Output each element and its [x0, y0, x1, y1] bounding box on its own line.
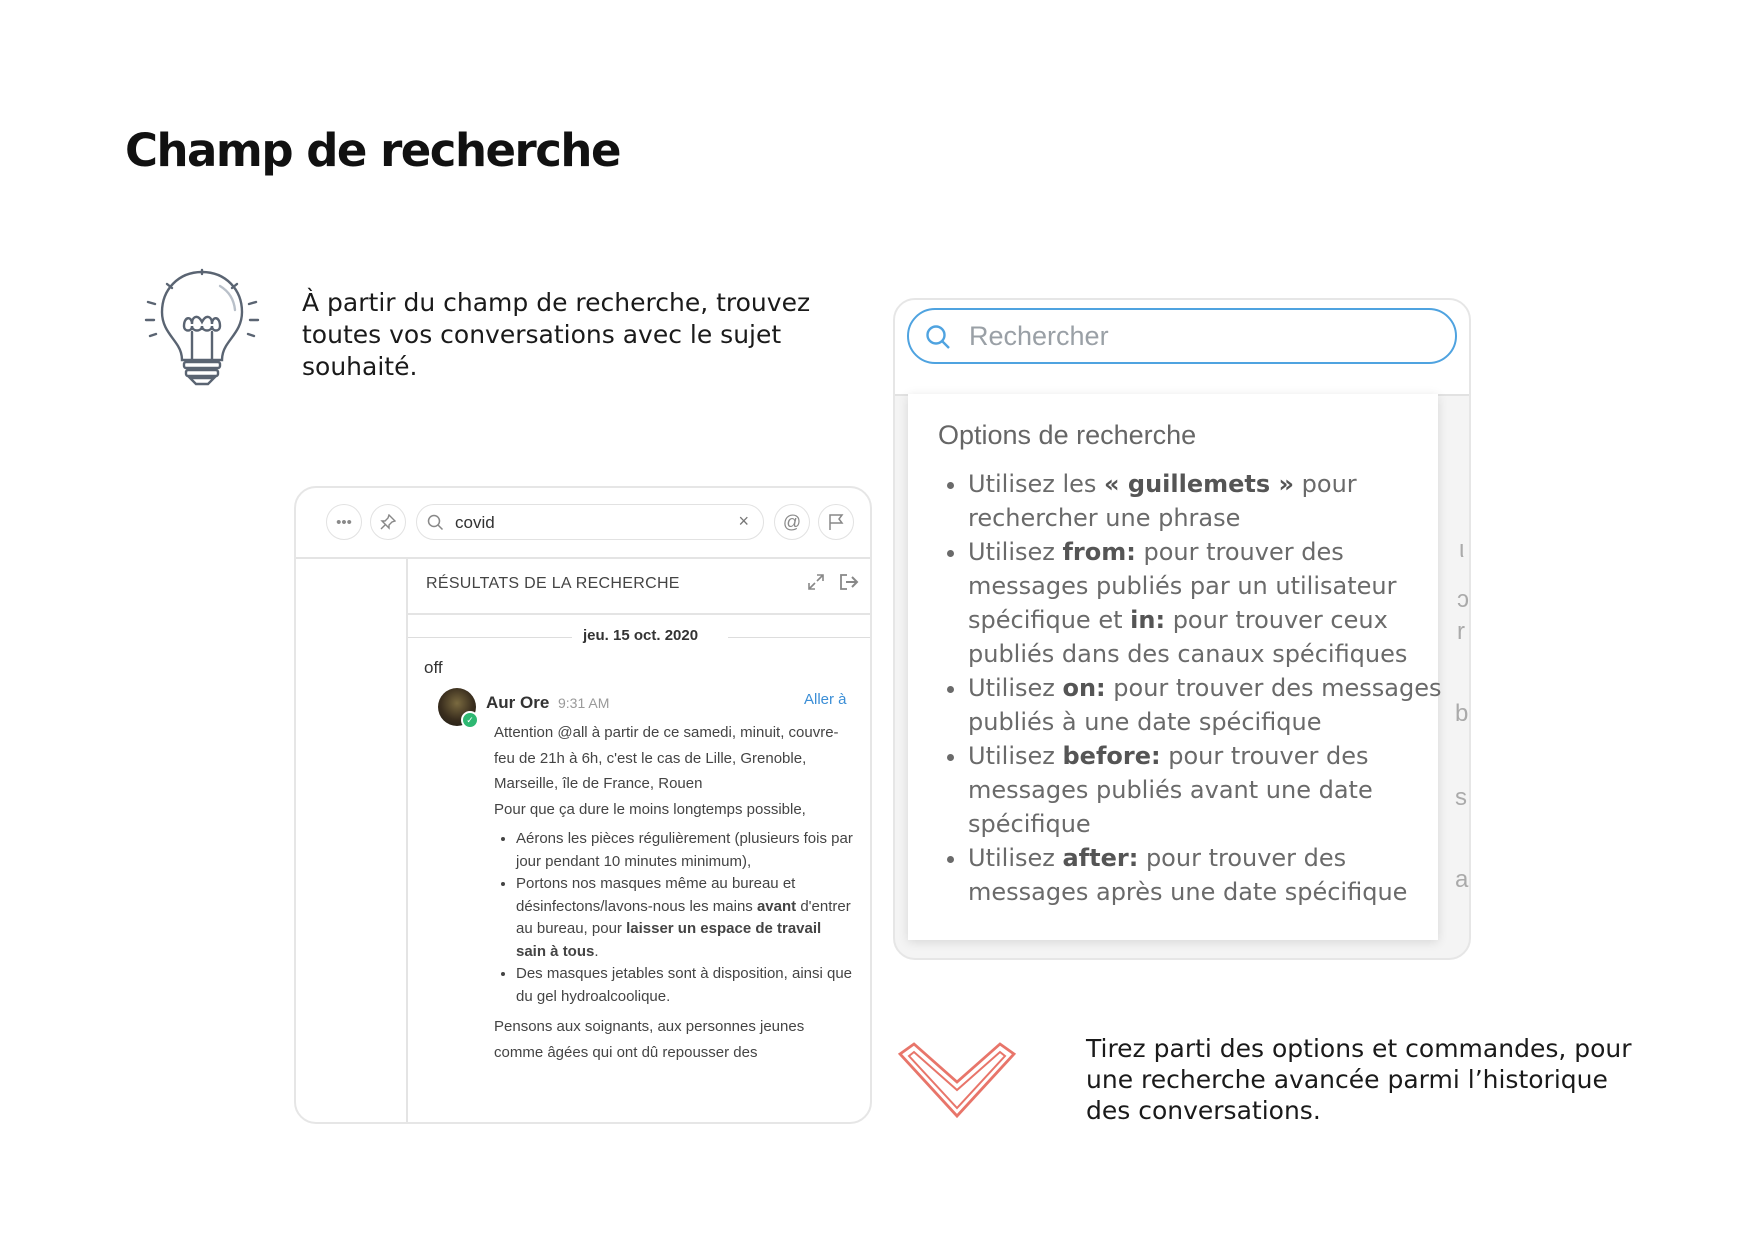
- search-options-panel: Rechercher ι ɔ r b s a Options de recherche • Utilisez les « guillemets » pour rechercher une phrase • Utilisez from: pour trouver des messages publiés par un utilisateur spécifique et in: pour trouver ceux publiés dans des canaux spécifiques • Utilisez on: pour trouver des messages publiés à une date spécifique • Utilisez before: pour trouver des messages publiés avant une date spécifique • Utilisez after: pour trouver des messages après une date spécifique: [893, 298, 1471, 960]
- lightbulb-icon: [144, 268, 260, 386]
- close-panel-icon[interactable]: [838, 572, 860, 592]
- channel-name[interactable]: off: [424, 658, 443, 677]
- search-bar-area: [895, 300, 1469, 396]
- mentions-button[interactable]: [774, 504, 810, 540]
- chat-search-panel: [294, 486, 872, 1124]
- search-icon: [427, 514, 444, 531]
- message-paragraph: Pour que ça dure le moins longtemps possible,: [494, 800, 806, 818]
- message-list: [494, 828, 854, 1008]
- message-paragraph: Attention @all à partir de ce samedi, minuit, couvre-feu de 21h à 6h, c'est le cas de Lille, Grenoble, Marseille, île de France, Rouen: [494, 724, 839, 792]
- chat-toolbar: [296, 488, 870, 559]
- chat-search-input[interactable]: [416, 504, 764, 540]
- results-label: RÉSULTATS DE LA RECHERCHE: [426, 575, 680, 592]
- page-title: Champ de recherche: [125, 124, 620, 177]
- clear-search-icon[interactable]: ×: [738, 511, 749, 531]
- message-time: 9:31 AM: [558, 695, 610, 711]
- flag-button[interactable]: [818, 504, 854, 540]
- date-divider-text: jeu. 15 oct. 2020: [583, 627, 699, 644]
- search-value: covid: [455, 513, 495, 532]
- avatar[interactable]: [438, 688, 476, 726]
- option-item: • Utilisez from: pour trouver des messages publiés par un utilisateur spécifique et in: pour trouver ceux publiés dans des canaux spécifiques: [968, 535, 1468, 671]
- option-item: • Utilisez on: pour trouver des messages publiés à une date spécifique: [968, 671, 1468, 739]
- message-body: [494, 720, 854, 1065]
- option-item: • Utilisez before: pour trouver des messages publiés avant une date spécifique: [968, 739, 1468, 841]
- search-input[interactable]: [907, 308, 1457, 364]
- search-icon: [925, 324, 951, 350]
- option-item: • Utilisez after: pour trouver des messages après une date spécifique: [968, 841, 1468, 909]
- search-results-header: [408, 557, 870, 615]
- outro-text: Tirez parti des options et commandes, pour une recherche avancée parmi l’historique des conversations.: [1086, 1034, 1632, 1125]
- options-list: [938, 467, 1468, 909]
- search-placeholder: Rechercher: [969, 321, 1109, 351]
- online-status-icon: ✓: [461, 711, 479, 729]
- pin-icon: [380, 514, 396, 530]
- pin-button[interactable]: [370, 504, 406, 540]
- expand-icon[interactable]: [806, 572, 826, 592]
- message-author[interactable]: Aur Ore: [486, 693, 550, 712]
- list-item: • Portons nos masques même au bureau et désinfectons/lavons-nous les mains avant d'entrer au bureau, pour laisser un espace de travail sain à tous.: [516, 873, 854, 963]
- options-title: Options de recherche: [938, 420, 1197, 450]
- message-paragraph: Pensons aux soignants, aux personnes jeunes comme âgées qui ont dû repousser des: [494, 1018, 805, 1061]
- date-divider: [408, 626, 870, 648]
- list-item: • Aérons les pièces régulièrement (plusieurs fois par jour pendant 10 minutes minimum),: [516, 828, 854, 873]
- goto-message-link[interactable]: Aller à: [804, 691, 847, 708]
- list-item: • Des masques jetables sont à disposition, ainsi que du gel hydroalcoolique.: [516, 963, 854, 1008]
- chevron-down-icon: [896, 1042, 1018, 1120]
- search-options-dropdown: [908, 394, 1442, 940]
- more-options-button[interactable]: [326, 504, 362, 540]
- option-item: • Utilisez les « guillemets » pour rechercher une phrase: [968, 467, 1468, 535]
- more-icon: •••: [336, 513, 352, 531]
- at-icon: @: [782, 511, 802, 532]
- flag-icon: [827, 513, 845, 531]
- intro-text: À partir du champ de recherche, trouvez toutes vos conversations avec le sujet souhaité.: [302, 288, 811, 381]
